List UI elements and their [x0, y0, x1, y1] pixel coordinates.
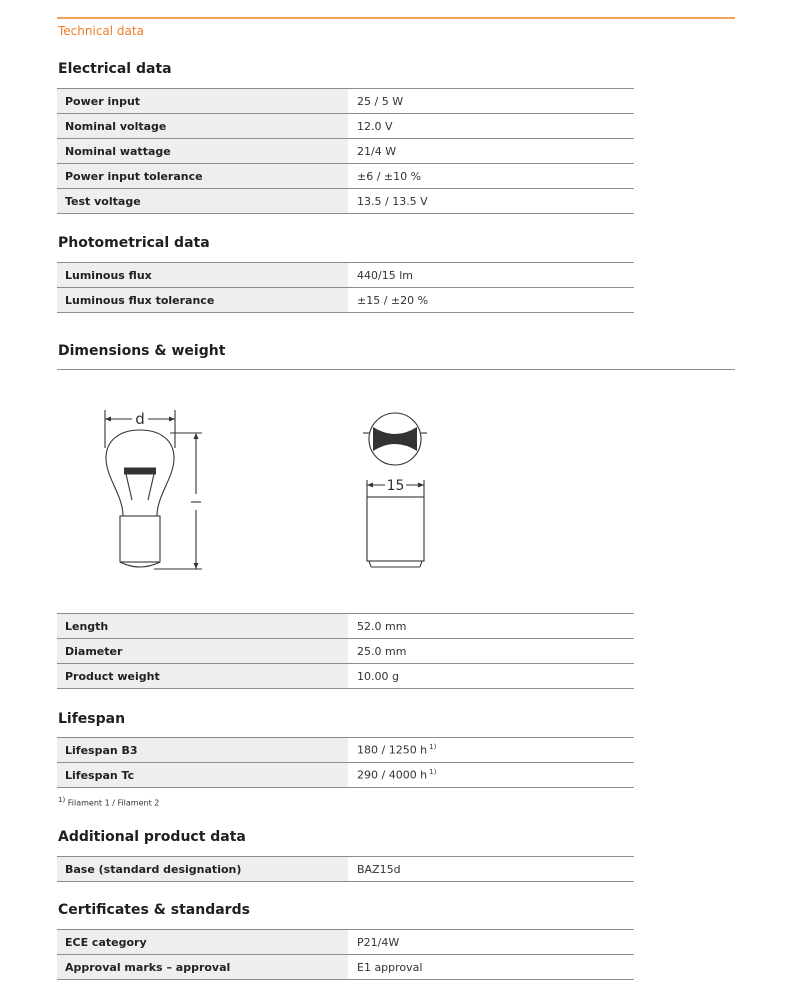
footnote-ref: 1): [429, 743, 437, 752]
row-value: 25 / 5 W: [357, 94, 404, 108]
table-row: [57, 738, 634, 763]
table-row: [57, 930, 634, 955]
row-value: 21/4 W: [357, 144, 397, 158]
row-label: Lifespan Tc: [57, 763, 348, 787]
row-value: 440/15 lm: [357, 268, 413, 282]
row-label: Nominal wattage: [57, 139, 348, 163]
electrical-data-heading: Electrical data: [58, 61, 172, 77]
diameter-symbol: d: [135, 410, 145, 428]
table-row: [57, 189, 634, 214]
row-value: E1 approval: [357, 960, 423, 974]
row-label: ECE category: [57, 930, 348, 954]
table-row: [57, 263, 634, 288]
row-label: Product weight: [57, 664, 348, 688]
dimensions-rule: [57, 369, 735, 370]
row-value: ±6 / ±10 %: [357, 169, 422, 183]
row-value: 12.0 V: [357, 119, 393, 133]
bulb-base-drawing: [355, 405, 445, 575]
base-width-label: 15: [386, 478, 405, 494]
table-row: [57, 614, 634, 639]
row-label: Test voltage: [57, 189, 348, 213]
footnote-ref: 1): [429, 768, 437, 777]
dimensions-table: [57, 613, 634, 689]
table-row: [57, 139, 634, 164]
photometrical-data-table: [57, 262, 634, 313]
row-label: Lifespan B3: [57, 738, 348, 762]
row-value: 10.00 g: [357, 669, 399, 683]
table-row: [57, 639, 634, 664]
additional-data-heading: Additional product data: [58, 829, 246, 845]
table-row: [57, 89, 634, 114]
technical-data-label: Technical data: [58, 24, 144, 38]
row-label: Luminous flux tolerance: [57, 288, 348, 312]
certificates-table: [57, 929, 634, 980]
lifespan-footnote: [58, 796, 159, 808]
footnote-text: Filament 1 / Filament 2: [67, 798, 160, 808]
photometrical-data-heading: Photometrical data: [58, 235, 210, 251]
footnote-mark: 1): [58, 796, 66, 804]
row-label: Power input tolerance: [57, 164, 348, 188]
table-row: [57, 288, 634, 313]
electrical-data-table: [57, 88, 634, 214]
row-value: [348, 768, 436, 782]
table-row: [57, 955, 634, 980]
table-row: [57, 763, 634, 788]
table-row: [57, 664, 634, 689]
header-rule: [57, 17, 735, 19]
dimensions-weight-heading: Dimensions & weight: [58, 343, 226, 359]
lifespan-table: [57, 737, 634, 788]
row-label: Base (standard designation): [57, 857, 348, 881]
table-row: [57, 164, 634, 189]
row-value: 52.0 mm: [357, 619, 407, 633]
lifespan-heading: Lifespan: [58, 711, 126, 727]
row-value-text: 290 / 4000 h: [357, 768, 428, 782]
row-value: P21/4W: [357, 935, 400, 949]
row-value: ±15 / ±20 %: [357, 293, 429, 307]
row-value: 25.0 mm: [357, 644, 407, 658]
row-label: Nominal voltage: [57, 114, 348, 138]
certificates-heading: Certificates & standards: [58, 902, 250, 918]
row-value: [348, 743, 436, 757]
row-value: BAZ15d: [357, 862, 401, 876]
row-label: Diameter: [57, 639, 348, 663]
bulb-side-drawing: [90, 400, 220, 580]
additional-data-table: [57, 856, 634, 882]
row-value-text: 180 / 1250 h: [357, 743, 428, 757]
row-label: Length: [57, 614, 348, 638]
table-row: [57, 114, 634, 139]
table-row: [57, 857, 634, 882]
row-label: Luminous flux: [57, 263, 348, 287]
row-value: 13.5 / 13.5 V: [357, 194, 428, 208]
row-label: Approval marks – approval: [57, 955, 348, 979]
row-label: Power input: [57, 89, 348, 113]
